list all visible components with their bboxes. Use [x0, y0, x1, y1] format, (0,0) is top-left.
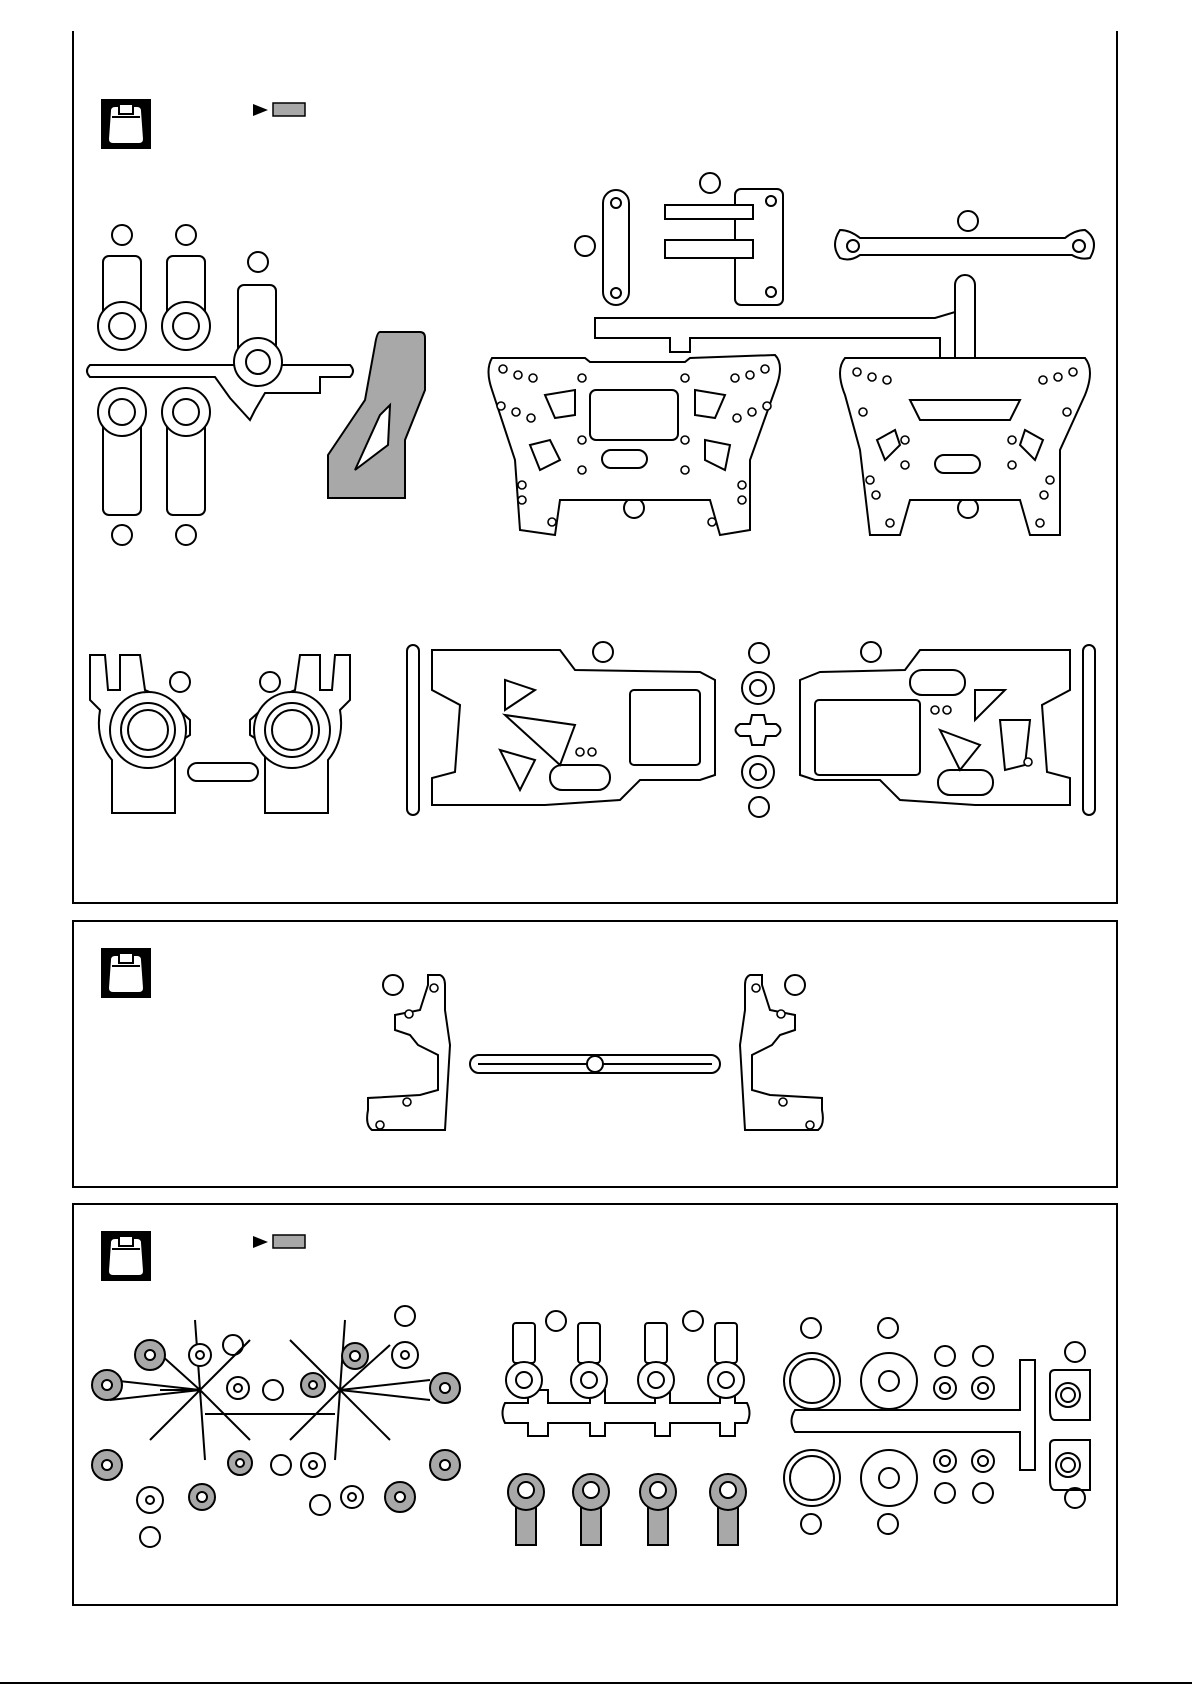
washer-tree [92, 1320, 460, 1513]
shock-tower-rear [840, 358, 1090, 535]
parts-bag-icon-a [101, 99, 151, 149]
shock-parts-tree [784, 1353, 1090, 1506]
shock-tower-tree [595, 189, 1094, 370]
gray-bracket [328, 332, 425, 498]
parts-bag-icon-c [101, 1231, 151, 1281]
ball-cups-tree [503, 1323, 750, 1436]
arrow-pointer-icon-a [253, 103, 305, 116]
arrow-pointer-icon-c [253, 1235, 305, 1248]
ball-cups-gray [508, 1474, 746, 1545]
bulkhead-tree [367, 975, 823, 1130]
page-bottom-rule [0, 1682, 1192, 1684]
rod-ends-left [87, 256, 353, 515]
bushings [736, 672, 781, 788]
steering-knuckles [90, 655, 350, 813]
parts-bag-icon-b [101, 948, 151, 998]
